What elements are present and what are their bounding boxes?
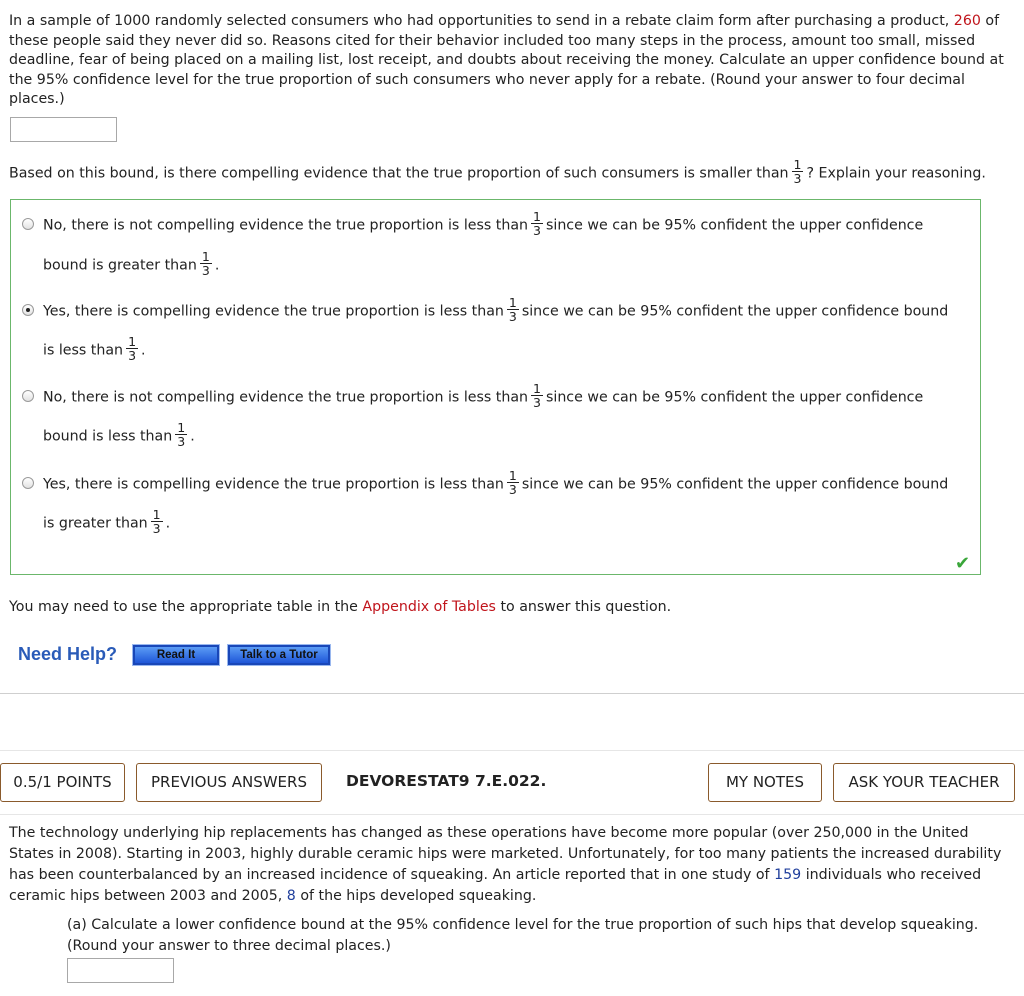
fraction-one-third: $\frac{1}{3}$ [793,157,802,186]
fraction-one-third: $\frac{1}{3}$ [533,209,541,238]
my-notes-button[interactable]: MY NOTES [708,763,822,802]
section-divider [0,693,1024,694]
option-3-label[interactable]: No, there is not compelling evidence the true proportion is less than $\frac{1}{3}$ since we can be 95% confident the upper confidence [43,381,924,410]
highlighted-count: 260 [953,13,981,29]
option-4-radio[interactable] [22,477,34,489]
correct-check-icon: ✔ [955,553,971,574]
section-divider [0,750,1024,751]
followup-question [9,157,1015,187]
fraction-one-third: $\frac{1}{3}$ [201,249,210,278]
question-text-part2: of these people said they never did so. Reasons cited for their behavior included too many steps in the process, amount too small, missed deadline, fear of being placed on a mailing list, lost receipt, and doubts about receiving the money. Calculate an upper confidence bound at the 95% confidence level for the true proportion of such consumers who never apply for a rebate. (Round your answer to four decimal places.) [9,13,1004,107]
followup-text-end: ? Explain your reasoning. [806,165,986,182]
followup-text: Based on this bound, is there compelling evidence that the true proportion of such consumers is smaller than [9,165,789,182]
option-2-label-cont[interactable]: is less than $\frac{1}{3}$ . [43,334,146,363]
lower-bound-answer-input[interactable] [67,958,174,983]
upper-bound-answer-input[interactable] [10,117,117,142]
appendix-of-tables-link[interactable]: Appendix of Tables [362,599,496,615]
previous-answers-button[interactable]: PREVIOUS ANSWERS [136,763,322,802]
fraction-one-third: $\frac{1}{3}$ [508,295,517,324]
highlighted-count: 8 [286,888,296,904]
option-2-radio[interactable] [22,304,34,316]
appendix-note: You may need to use the appropriate table in the Appendix of Tables to answer this question. [9,599,672,615]
points-badge: 0.5/1 POINTS [0,763,125,802]
need-help-title: Need Help? [18,644,118,664]
question-id: DEVORESTAT9 7.E.022. [346,772,547,790]
option-4-label[interactable]: Yes, there is compelling evidence the true proportion is less than $\frac{1}{3}$ since we can be 95% confident the upper confidence bound [43,468,949,497]
fraction-one-third: $\frac{1}{3}$ [508,468,517,497]
highlighted-count: 159 [774,867,802,883]
question-2-text: The technology underlying hip replacements has changed as these operations have become more popular (over 250,000 in the United States in 2008). Starting in 2003, highly durable ceramic hips were marketed. Unfortunately, for too many patients the increased durability has been counterbalanced by an increased incidence of squeaking. An article reported that in one study of 159 individuals who received ceramic hips between 2003 and 2005, 8 of the hips developed squeaking. [9,825,1002,904]
section-divider [0,814,1024,815]
fraction-one-third: $\frac{1}{3}$ [152,507,161,536]
ask-your-teacher-button[interactable]: ASK YOUR TEACHER [833,763,1015,802]
fraction-one-third: $\frac{1}{3}$ [128,334,137,363]
option-3-radio[interactable] [22,390,34,402]
question-text-part1: In a sample of 1000 randomly selected consumers who had opportunities to send in a rebate claim form after purchasing a product, [9,13,950,29]
option-1-label-cont[interactable]: bound is greater than $\frac{1}{3}$ . [43,249,220,278]
fraction-one-third: $\frac{1}{3}$ [177,420,186,449]
option-1-label[interactable]: No, there is not compelling evidence the true proportion is less than $\frac{1}{3}$ since we can be 95% confident the upper confidence [43,209,924,238]
option-4-label-cont[interactable]: is greater than $\frac{1}{3}$ . [43,507,171,536]
talk-to-tutor-button[interactable]: Talk to a Tutor [228,645,330,665]
fraction-one-third: $\frac{1}{3}$ [533,381,541,410]
question-text [9,12,1015,110]
option-3-label-cont[interactable]: bound is less than $\frac{1}{3}$ . [43,420,195,449]
question-2-part-a: (a) Calculate a lower confidence bound at the 95% confidence level for the true proportion of such hips that develop squeaking. (Round your answer to three decimal places.) [67,917,979,954]
read-it-button[interactable]: Read It [133,645,219,665]
option-1-radio[interactable] [22,218,34,230]
option-2-label[interactable]: Yes, there is compelling evidence the true proportion is less than $\frac{1}{3}$ since we can be 95% confident the upper confidence bound [43,295,949,324]
